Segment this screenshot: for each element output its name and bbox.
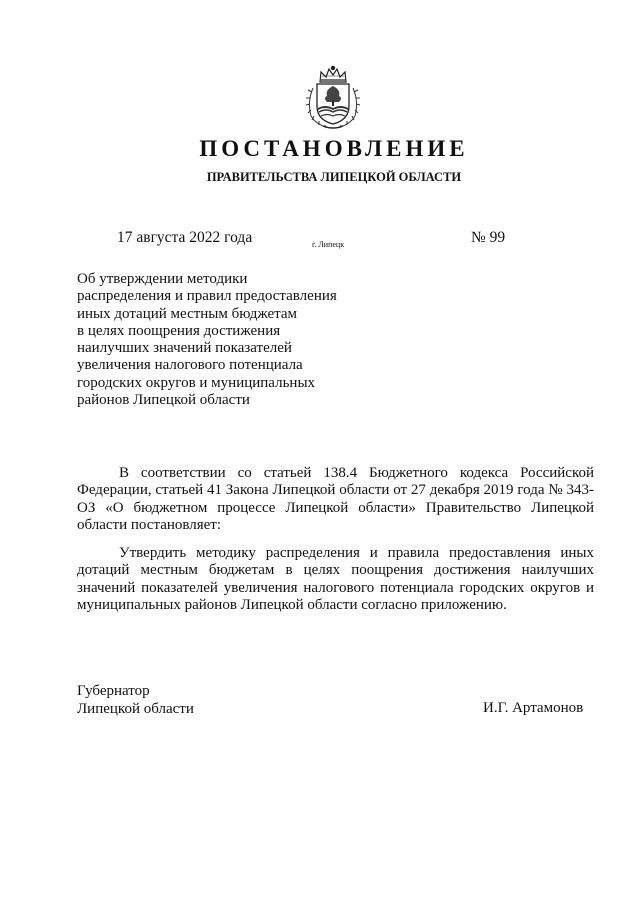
signatory-region: Липецкой области bbox=[77, 700, 194, 717]
subject-line: в целях поощрения достижения bbox=[77, 322, 281, 339]
preamble-paragraph: В соответствии со статьей 138.4 Бюджетного кодекса Российской Федерации, статьей 41 Закона Липецкой области от 27 декабря 2019 года № 343-ОЗ «О бюджетном процессе Липецкой области» Правительство Липецкой области постановляет: bbox=[77, 465, 594, 534]
signatory-title: Губернатор bbox=[77, 683, 150, 699]
subject-line: распределения и правил предоставления bbox=[77, 288, 337, 305]
document-city: г. Липецк bbox=[312, 240, 345, 249]
document-subject bbox=[77, 271, 337, 409]
document-number: № 99 bbox=[471, 229, 506, 246]
signatory-position bbox=[77, 683, 194, 718]
subject-line: городских округов и муниципальных bbox=[77, 374, 316, 391]
subject-line: увеличения налогового потенциала bbox=[77, 357, 303, 374]
issuing-authority: ПРАВИТЕЛЬСТВА ЛИПЕЦКОЙ ОБЛАСТИ bbox=[206, 170, 462, 184]
subject-line: наилучших значений показателей bbox=[77, 340, 292, 357]
document-date: 17 августа 2022 года bbox=[117, 229, 253, 246]
document-title: ПОСТАНОВЛЕНИЕ bbox=[199, 136, 469, 161]
lipetsk-coat-of-arms-icon bbox=[303, 64, 363, 130]
subject-line: иных дотаций местным бюджетам bbox=[77, 305, 298, 322]
resolution-paragraph: Утвердить методику распределения и правила предоставления иных дотаций местным бюджетам в целях поощрения достижения наилучших значений показателей увеличения налогового потенциала городских округов и муниципальных районов Липецкой области согласно приложению. bbox=[77, 545, 594, 614]
subject-line: Об утверждении методики bbox=[77, 271, 248, 287]
signatory-name: И.Г. Артамонов bbox=[483, 700, 584, 716]
subject-line: районов Липецкой области bbox=[77, 392, 250, 409]
